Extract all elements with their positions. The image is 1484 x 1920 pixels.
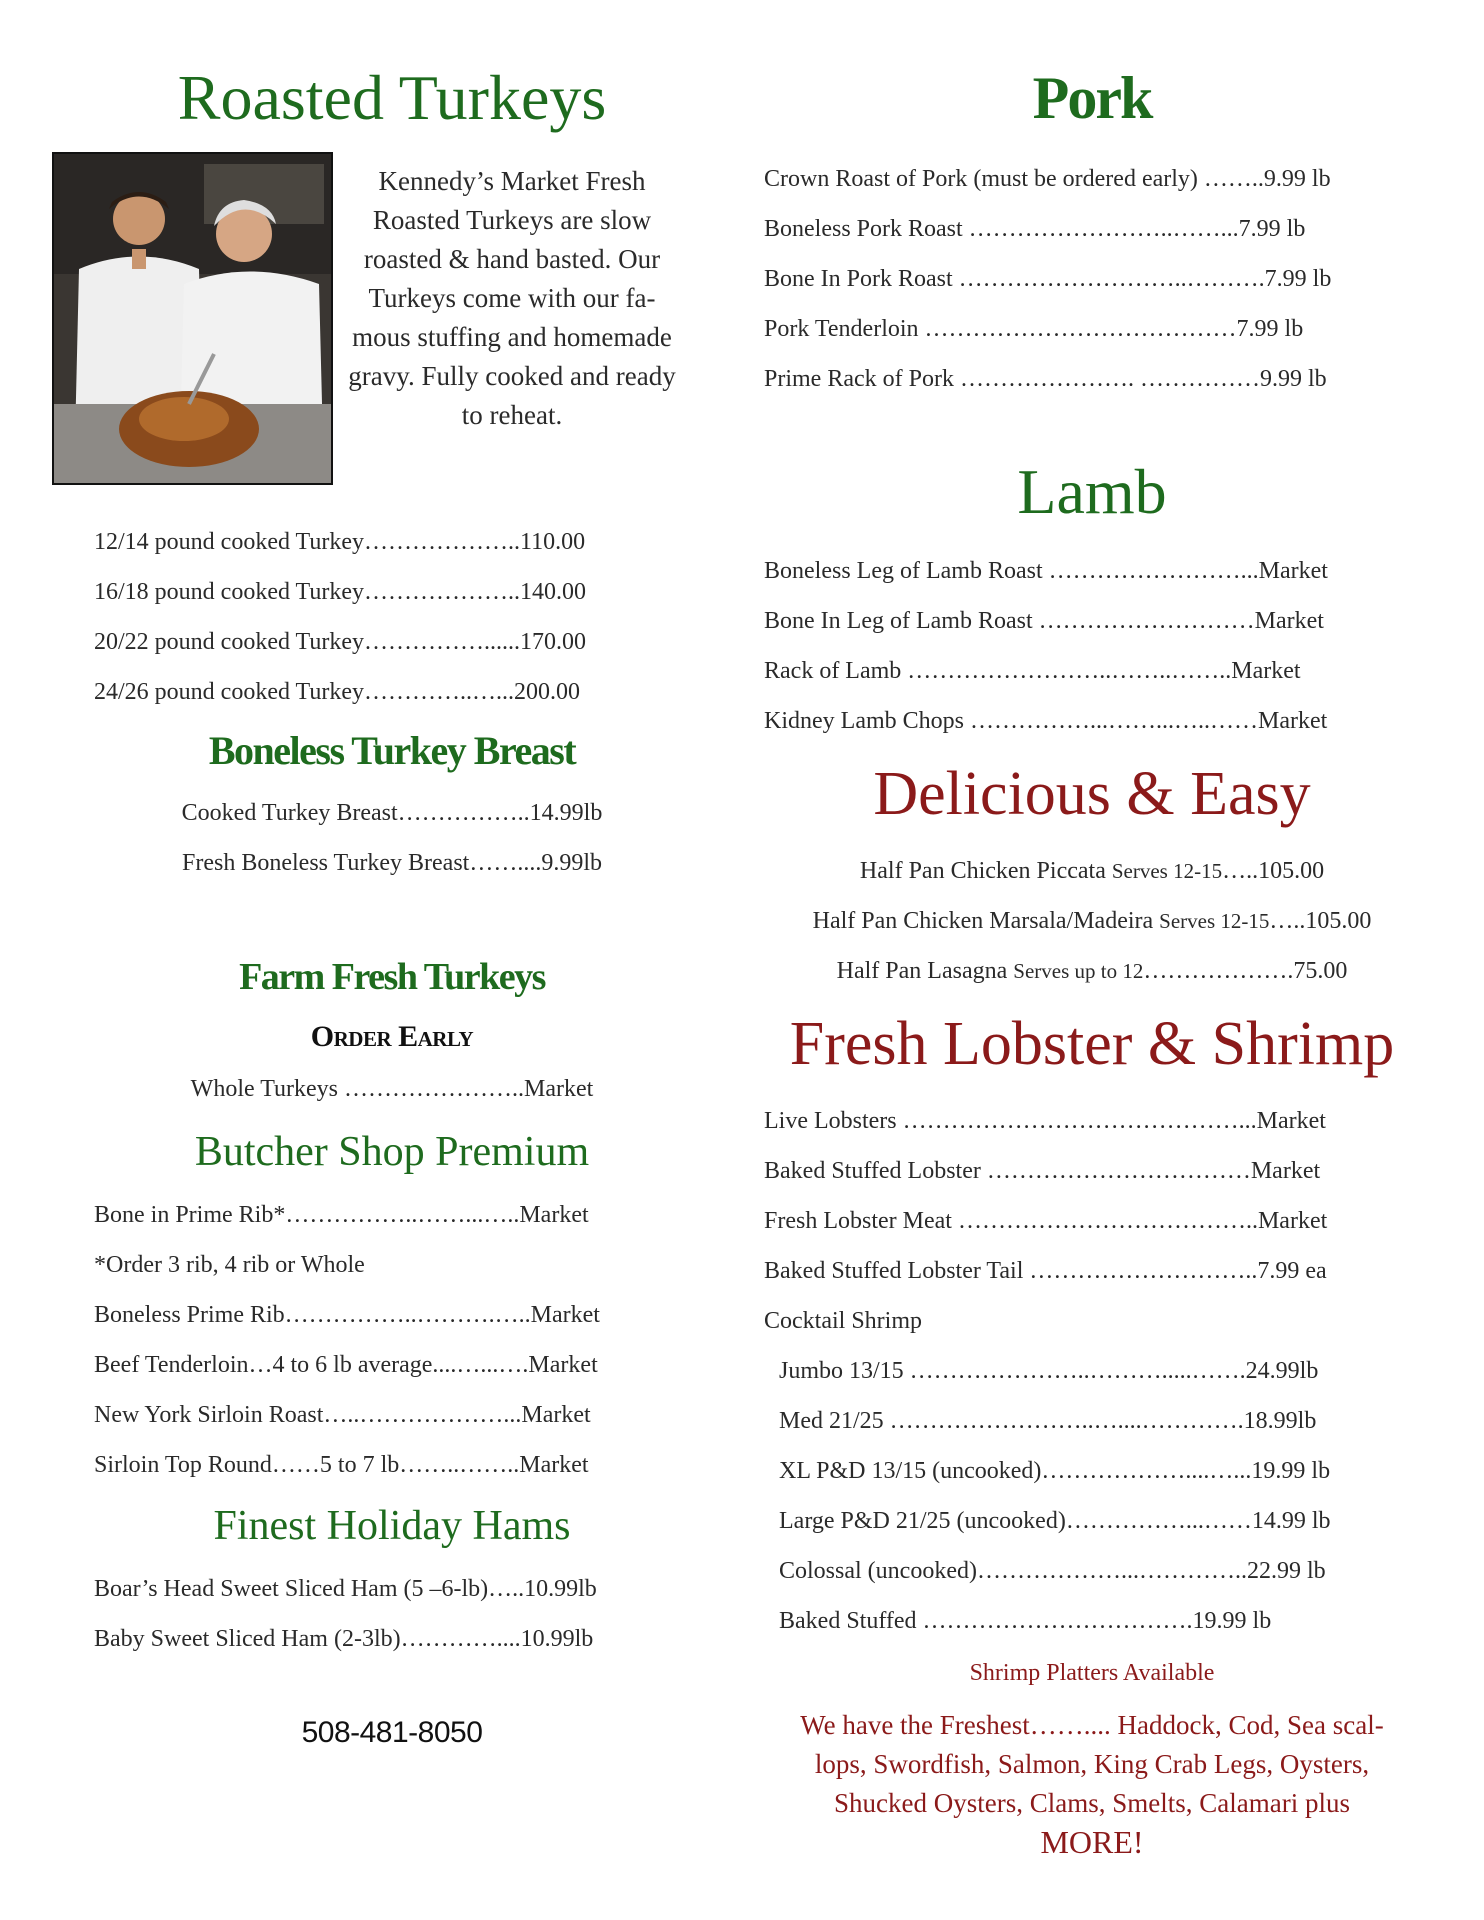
delicious-title: Delicious & Easy bbox=[873, 760, 1311, 828]
serves-note: Serves 12-15 bbox=[1111, 859, 1223, 883]
lamb-item: Bone In Leg of Lamb Roast ………………………Market bbox=[764, 608, 1324, 634]
dish-name: Half Pan Chicken Marsala/Madeira bbox=[812, 908, 1160, 934]
dish-price: …..105.00 bbox=[1222, 858, 1325, 884]
intro-line: gravy. Fully cooked and ready bbox=[348, 361, 676, 391]
freshest-line: MORE! bbox=[1040, 1824, 1144, 1860]
intro-line: Roasted Turkeys are slow bbox=[372, 205, 652, 235]
farm-item: Whole Turkeys …………………..Market bbox=[190, 1076, 594, 1102]
turkey-item: 24/26 pound cooked Turkey…………..…...200.00 bbox=[94, 679, 580, 705]
shrimp-item: Jumbo 13/15 …………………..……….....…….24.99lb bbox=[779, 1358, 1319, 1384]
delicious-item bbox=[760, 856, 1424, 886]
hams-title: Finest Holiday Hams bbox=[213, 1503, 571, 1549]
shrimp-item: Large P&D 21/25 (uncooked)……………...……14.99 lb bbox=[779, 1508, 1331, 1534]
lobster-item: Fresh Lobster Meat ………………………………..Market bbox=[764, 1208, 1328, 1234]
order-early-note: Order Early bbox=[310, 1020, 474, 1053]
lamb-item: Boneless Leg of Lamb Roast ……………………...Market bbox=[764, 558, 1328, 584]
turkey-item: 16/18 pound cooked Turkey………………..140.00 bbox=[94, 579, 586, 605]
intro-line: Kennedy’s Market Fresh bbox=[378, 166, 646, 196]
intro-line: Turkeys come with our fa- bbox=[368, 283, 656, 313]
turkey-item: 20/22 pound cooked Turkey……………......170.00 bbox=[94, 629, 586, 655]
roasted-turkeys-title: Roasted Turkeys bbox=[177, 62, 607, 133]
chefs-photo bbox=[52, 152, 333, 485]
intro-line: mous stuffing and homemade bbox=[352, 322, 672, 352]
shrimp-item: Med 21/25 ……………………..…....………….18.99lb bbox=[779, 1408, 1317, 1434]
pork-item: Pork Tenderloin …………………………………7.99 lb bbox=[764, 316, 1304, 342]
pork-item: Boneless Pork Roast ……………………..……...7.99 lb bbox=[764, 216, 1306, 242]
freshest-line: We have the Freshest…….... Haddock, Cod, Sea scal- bbox=[800, 1710, 1384, 1740]
dish-price: …..105.00 bbox=[1269, 908, 1372, 934]
dish-price: ……………….75.00 bbox=[1143, 958, 1348, 984]
pork-title: Pork bbox=[1032, 65, 1152, 131]
shrimp-item: XL P&D 13/15 (uncooked)………………....…...19.99 lb bbox=[779, 1458, 1331, 1484]
freshest-line: lops, Swordfish, Salmon, King Crab Legs, Oysters, bbox=[814, 1749, 1370, 1779]
delicious-item bbox=[760, 906, 1424, 936]
shrimp-item: Baked Stuffed …………………………….19.99 lb bbox=[779, 1608, 1272, 1634]
lamb-item: Kidney Lamb Chops ……………...……...…..……Market bbox=[764, 708, 1328, 734]
ham-item: Baby Sweet Sliced Ham (2-3lb)…………....10.99lb bbox=[94, 1626, 594, 1652]
butcher-item: New York Sirloin Roast…..………………...Market bbox=[94, 1402, 591, 1428]
breast-item: Fresh Boneless Turkey Breast……....9.99lb bbox=[182, 850, 602, 876]
lobster-title: Fresh Lobster & Shrimp bbox=[789, 1010, 1395, 1078]
lobster-item: Baked Stuffed Lobster ……………………………Market bbox=[764, 1158, 1321, 1184]
lobster-item: Baked Stuffed Lobster Tail ………………………..7.99 ea bbox=[764, 1258, 1327, 1284]
turkey-intro bbox=[334, 162, 690, 435]
pork-item: Bone In Pork Roast ………………………..……….7.99 lb bbox=[764, 266, 1332, 292]
delicious-item bbox=[760, 956, 1424, 986]
phone-number: 508-481-8050 bbox=[301, 1716, 483, 1749]
shrimp-item: Colossal (uncooked)………………...…………..22.99 lb bbox=[779, 1558, 1326, 1584]
butcher-item: Sirloin Top Round……5 to 7 lb……..……..Market bbox=[94, 1452, 589, 1478]
butcher-note: *Order 3 rib, 4 rib or Whole bbox=[94, 1252, 365, 1278]
butcher-item: Boneless Prime Rib……………..……….…..Market bbox=[94, 1302, 600, 1328]
boneless-breast-title: Boneless Turkey Breast bbox=[208, 728, 576, 773]
freshest-line: Shucked Oysters, Clams, Smelts, Calamari plus bbox=[834, 1788, 1350, 1818]
pork-item: Crown Roast of Pork (must be ordered early) ……..9.99 lb bbox=[764, 166, 1331, 192]
lamb-item: Rack of Lamb ……………………..……..……..Market bbox=[764, 658, 1301, 684]
dish-name: Half Pan Chicken Piccata bbox=[859, 858, 1112, 884]
shrimp-platters-note: Shrimp Platters Available bbox=[969, 1660, 1215, 1686]
butcher-title: Butcher Shop Premium bbox=[194, 1129, 590, 1175]
butcher-item: Bone in Prime Rib*……………..……...…..Market bbox=[94, 1202, 589, 1228]
butcher-item: Beef Tenderloin…4 to 6 lb average....…...….Market bbox=[94, 1352, 598, 1378]
freshest-note bbox=[760, 1706, 1424, 1862]
serves-note: Serves up to 12 bbox=[1013, 959, 1144, 983]
farm-fresh-title: Farm Fresh Turkeys bbox=[239, 956, 545, 998]
ham-item: Boar’s Head Sweet Sliced Ham (5 –6-lb)…..10.99lb bbox=[94, 1576, 597, 1602]
pork-item: Prime Rack of Pork …………………. ……………9.99 lb bbox=[764, 366, 1327, 392]
intro-line: to reheat. bbox=[461, 400, 563, 430]
intro-line: roasted & hand basted. Our bbox=[363, 244, 661, 274]
lamb-title: Lamb bbox=[1017, 456, 1167, 527]
turkey-item: 12/14 pound cooked Turkey………………..110.00 bbox=[94, 529, 586, 555]
serves-note: Serves 12-15 bbox=[1159, 909, 1270, 933]
lobster-item: Live Lobsters ……………………………………...Market bbox=[764, 1108, 1326, 1134]
dish-name: Half Pan Lasagna bbox=[836, 958, 1014, 984]
chefs-with-turkey-image bbox=[54, 154, 331, 483]
shrimp-heading: Cocktail Shrimp bbox=[764, 1308, 922, 1334]
breast-item: Cooked Turkey Breast……………..14.99lb bbox=[181, 800, 603, 826]
